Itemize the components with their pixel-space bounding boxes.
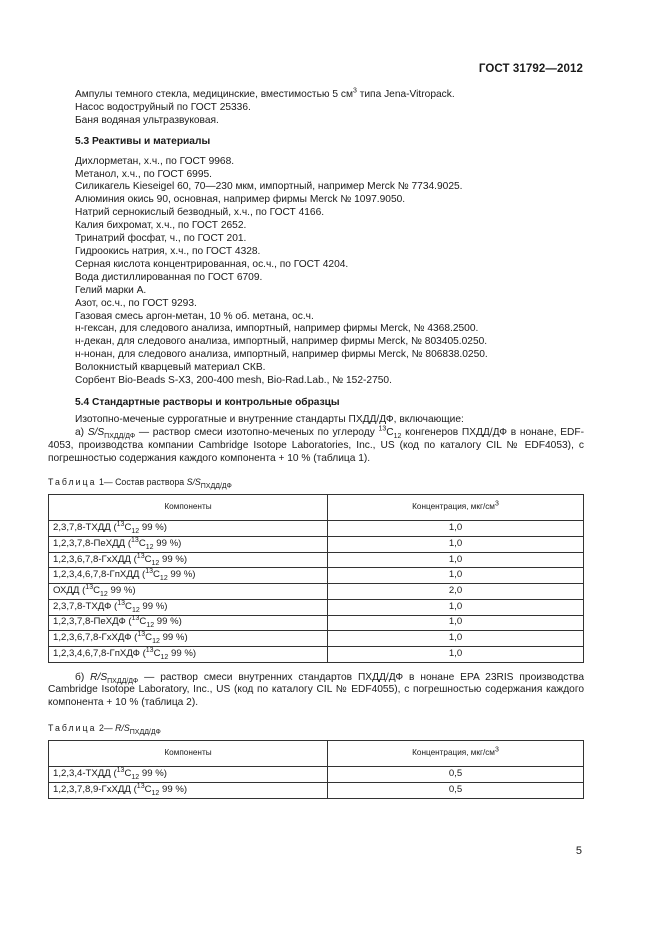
column-header-components: Компоненты xyxy=(49,495,328,521)
reagent-item: Сорбент Bio-Beads S-X3, 200-400 mesh, Bio-Rad.Lab., № 152-2750. xyxy=(75,375,392,387)
page-number: 5 xyxy=(575,845,582,857)
reagent-item: н-нонан, для следового анализа, импортный, например фирмы Merck, № 806838.0250. xyxy=(75,349,488,361)
component-cell: 2,3,7,8-ТХДД ($^{13}C_{12}$ 99 %) xyxy=(49,521,328,537)
concentration-cell: 1,0 xyxy=(328,646,584,662)
concentration-cell: 1,0 xyxy=(328,631,584,647)
column-header-concentration: Концентрация, мкг/$см^3$ xyxy=(328,495,584,521)
table-row xyxy=(49,521,584,537)
reagent-item: Натрий сернокислый безводный, х.ч., по ГОСТ 4166. xyxy=(75,207,325,219)
section-5-4-intro: Изотопно-меченые суррогатные и внутренние стандарты ПХДД/ДФ, включающие: xyxy=(75,413,464,425)
reagent-item: Гелий марки А. xyxy=(75,284,147,296)
reagent-item: Метанол, х.ч., по ГОСТ 6995. xyxy=(75,168,212,180)
equipment-item: Баня водяная ультразвуковая. xyxy=(75,114,219,126)
column-header-concentration: Концентрация, мкг/$см^3$ xyxy=(328,741,584,767)
page-content xyxy=(48,89,584,799)
table-row xyxy=(49,631,584,647)
concentration-cell: 0,5 xyxy=(328,782,584,798)
component-cell: ОХДД ($^{13}C_{12}$ 99 %) xyxy=(49,584,328,600)
reagent-item: Алюминия окись 90, основная, например фирмы Merck № 1097.9050. xyxy=(75,194,406,206)
item-a-paragraph: а) $S/S_{ПХДД/ДФ}$ — раствор смеси изотопно-меченых по углероду $^{13}C_{12}$ конгенеров ПХДД/ДФ в нонане, EDF-4053, производства компании Cambridge Isotope Laboratories, Inc., US (код по каталогу CIL № EDF4053), с погрешностью содержания каждого компонента + 10 % (таблица 1). xyxy=(48,425,584,464)
reagent-item: Волокнистый кварцевый материал СКВ. xyxy=(75,362,266,374)
column-header-components: Компоненты xyxy=(49,741,328,767)
table-2 xyxy=(48,740,584,798)
item-b-paragraph: б) $R/S_{ПХДД/ДФ}$ — раствор смеси внутренних стандартов ПХДД/ДФ в нонане EPA 23RIS производства Cambridge Isotope Laboratory, Inc., US (код по каталогу CIL № EDF4055), с погрешностью содержания каждого компонента + 10 % (таблица 2). xyxy=(48,671,585,709)
component-cell: 1,2,3,7,8-ПеХДФ ($^{13}C_{12}$ 99 %) xyxy=(49,615,328,631)
concentration-cell: 1,0 xyxy=(328,615,584,631)
equipment-list xyxy=(48,89,584,128)
equipment-item: Насос водоструйный по ГОСТ 25336. xyxy=(75,101,251,113)
component-cell: 1,2,3,4,6,7,8-ГпХДФ ($^{13}C_{12}$ 99 %) xyxy=(49,646,328,662)
table-1 xyxy=(48,494,584,662)
concentration-cell: 0,5 xyxy=(328,767,584,783)
reagent-item: Вода дистиллированная по ГОСТ 6709. xyxy=(75,271,263,283)
reagent-item: Тринатрий фосфат, ч., по ГОСТ 201. xyxy=(75,233,247,245)
reagent-item: н-декан, для следового анализа, импортный, например фирмы Merck, № 803405.0250. xyxy=(75,336,488,348)
concentration-cell: 1,0 xyxy=(328,599,584,615)
table-row xyxy=(49,584,584,600)
component-cell: 1,2,3,6,7,8-ГхХДФ ($^{13}C_{12}$ 99 %) xyxy=(49,631,328,647)
component-cell: 1,2,3,4-ТХДД ($^{13}C_{12}$ 99 %) xyxy=(49,767,328,783)
table-row xyxy=(49,599,584,615)
table-row xyxy=(49,537,584,553)
reagent-item: Азот, ос.ч., по ГОСТ 9293. xyxy=(75,297,197,309)
table-2-caption: Таблица 2— $R/S_{ПХДД/ДФ}$ xyxy=(48,723,161,737)
section-heading-5-3: 5.3 Реактивы и материалы xyxy=(75,135,211,147)
table-row xyxy=(49,767,584,783)
reagent-item: Дихлорметан, х.ч., по ГОСТ 9968. xyxy=(75,155,235,167)
reagent-item: Силикагель Kieseigel 60, 70—230 мкм, импортный, например Merck № 7734.9025. xyxy=(75,181,463,193)
concentration-cell: 1,0 xyxy=(328,537,584,553)
table-row xyxy=(49,646,584,662)
concentration-cell: 1,0 xyxy=(328,552,584,568)
table-row xyxy=(49,568,584,584)
table-row xyxy=(49,552,584,568)
table-header-row xyxy=(49,741,584,767)
concentration-cell: 1,0 xyxy=(328,521,584,537)
component-cell: 2,3,7,8-ТХДФ ($^{13}C_{12}$ 99 %) xyxy=(49,599,328,615)
component-cell: 1,2,3,4,6,7,8-ГпХДД ($^{13}C_{12}$ 99 %) xyxy=(49,568,328,584)
table-1-caption: Таблица 1— Состав раствора $S/S_{ПХДД/ДФ}$ xyxy=(48,477,232,491)
equipment-item: Ампулы темного стекла, медицинские, вместимостью 5 $см^3$ типа Jena-Vitropack. xyxy=(75,87,455,100)
component-cell: 1,2,3,6,7,8-ГхХДД ($^{13}C_{12}$ 99 %) xyxy=(49,552,328,568)
reagent-item: Гидроокись натрия, х.ч., по ГОСТ 4328. xyxy=(75,245,261,257)
section-heading-5-4: 5.4 Стандартные растворы и контрольные образцы xyxy=(75,396,340,408)
table-row xyxy=(49,782,584,798)
table-row xyxy=(49,615,584,631)
component-cell: 1,2,3,7,8,9-ГхХДД ($^{13}C_{12}$ 99 %) xyxy=(49,782,328,798)
table-header-row xyxy=(49,495,584,521)
concentration-cell: 2,0 xyxy=(328,584,584,600)
component-cell: 1,2,3,7,8-ПеХДД ($^{13}C_{12}$ 99 %) xyxy=(49,537,328,553)
reagent-item: Серная кислота концентрированная, ос.ч., по ГОСТ 4204. xyxy=(75,258,349,270)
document-header: ГОСТ 31792—2012 xyxy=(478,63,583,75)
concentration-cell: 1,0 xyxy=(328,568,584,584)
reagents-list xyxy=(48,156,584,388)
reagent-item: Калия бихромат, х.ч., по ГОСТ 2652. xyxy=(75,220,247,232)
reagent-item: Газовая смесь аргон-метан, 10 % об. метана, ос.ч. xyxy=(75,310,314,322)
reagent-item: н-гексан, для следового анализа, импортный, например фирмы Merck, № 4368.2500. xyxy=(75,323,479,335)
